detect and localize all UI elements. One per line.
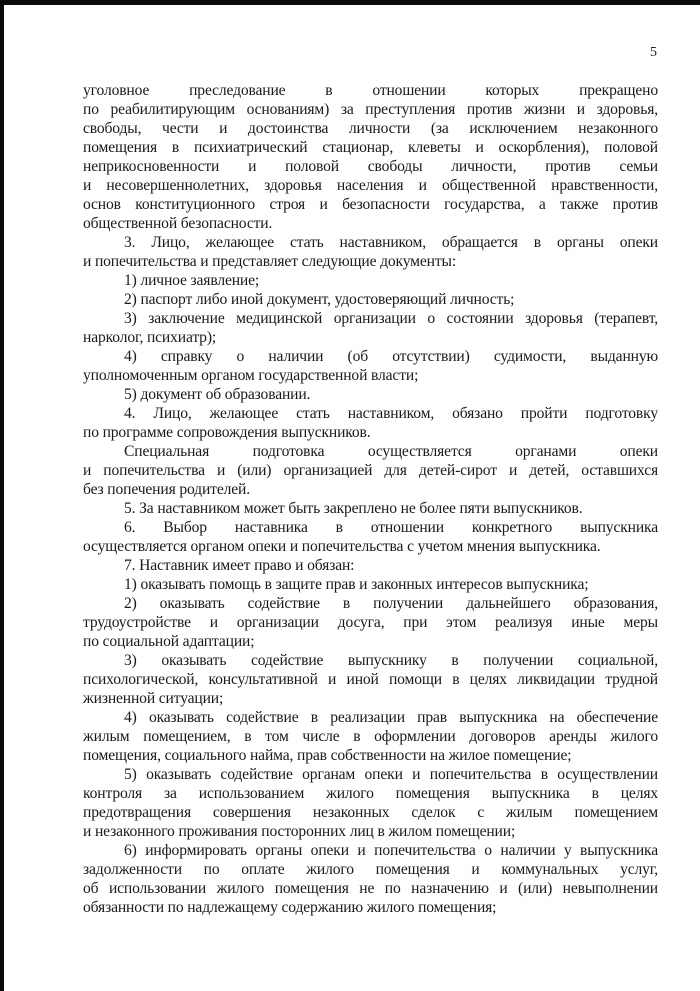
text-line: 5) оказывать содействие органам опеки и попечительства в осуществлении: [124, 766, 658, 783]
text-line: общественной безопасности.: [83, 215, 273, 232]
text-line: 6) информировать органы опеки и попечительства о наличии у выпускника: [124, 842, 658, 859]
text-line: по реабилитирующим основаниям) за преступления против жизни и здоровья,: [83, 101, 658, 118]
text-line: 1) личное заявление;: [124, 272, 260, 289]
text-line: 5. За наставником может быть закреплено не более пяти выпускников.: [124, 500, 583, 517]
text-line: осуществляется органом опеки и попечительства с учетом мнения выпускника.: [83, 538, 601, 555]
scan-edge-top: [0, 0, 700, 5]
text-line: и попечительства и (или) организацией для детей-сирот и детей, оставшихся: [83, 462, 658, 479]
text-line: 4. Лицо, желающее стать наставником, обязано пройти подготовку: [124, 405, 658, 422]
text-line: трудоустройстве и организации досуга, при этом реализуя иные меры: [83, 614, 658, 631]
page-number: 5: [650, 45, 657, 60]
text-line: и попечительства и представляет следующие документы:: [83, 253, 457, 270]
text-line: предотвращения совершения незаконных сделок с жилым помещением: [83, 804, 658, 821]
text-line: 4) оказывать содействие в реализации прав выпускника на обеспечение: [124, 709, 658, 726]
text-line: нарколог, психиатр);: [83, 329, 217, 346]
text-line: и незаконного проживания посторонних лиц в жилом помещении;: [83, 823, 516, 840]
text-line: 4) справку о наличии (об отсутствии) судимости, выданную: [124, 348, 658, 365]
text-line: 1) оказывать помощь в защите прав и законных интересов выпускника;: [124, 576, 589, 593]
text-line: уполномоченным органом государственной власти;: [83, 367, 419, 384]
text-line: Специальная подготовка осуществляется органами опеки: [124, 443, 658, 460]
text-line: по социальной адаптации;: [83, 633, 255, 650]
text-line: помещения в психиатрический стационар, клеветы и оскорбления), половой: [83, 139, 658, 156]
text-line: уголовное преследование в отношении которых прекращено: [83, 82, 658, 99]
text-line: 2) оказывать содействие в получении дальнейшего образования,: [124, 595, 658, 612]
text-line: неприкосновенности и половой свободы личности, против семьи: [83, 158, 658, 175]
text-line: задолженности по оплате жилого помещения и коммунальных услуг,: [83, 861, 658, 878]
text-line: 3. Лицо, желающее стать наставником, обращается в органы опеки: [124, 234, 658, 251]
scan-edge-left: [0, 0, 4, 991]
text-line: 3) заключение медицинской организации о состоянии здоровья (терапевт,: [124, 310, 658, 327]
text-line: 3) оказывать содействие выпускнику в получении социальной,: [124, 652, 658, 669]
text-line: об использовании жилого помещения не по назначению и (или) невыполнении: [83, 880, 658, 897]
text-line: контроля за использованием жилого помещения выпускника в целях: [83, 785, 658, 802]
text-line: 7. Наставник имеет право и обязан:: [124, 557, 355, 574]
text-line: обязанности по надлежащему содержанию жилого помещения;: [83, 899, 497, 916]
text-line: помещения, социального найма, прав собственности на жилое помещение;: [83, 747, 572, 764]
text-line: свободы, чести и достоинства личности (за исключением незаконного: [83, 120, 658, 137]
text-line: основ конституционного строя и безопасности государства, а также против: [83, 196, 658, 213]
text-line: жилым помещением, в том числе в оформлении договоров аренды жилого: [83, 728, 658, 745]
text-line: без попечения родителей.: [83, 481, 250, 498]
text-line: 6. Выбор наставника в отношении конкретного выпускника: [124, 519, 658, 536]
text-line: 2) паспорт либо иной документ, удостоверяющий личность;: [124, 291, 515, 308]
text-line: 5) документ об образовании.: [124, 386, 311, 403]
text-line: психологической, консультативной и иной помощи в целях ликвидации трудной: [83, 671, 658, 688]
text-line: и несовершеннолетних, здоровья населения и общественной нравственности,: [83, 177, 658, 194]
text-line: по программе сопровождения выпускников.: [83, 424, 371, 441]
text-line: жизненной ситуации;: [83, 690, 224, 707]
document-body: [83, 81, 658, 917]
